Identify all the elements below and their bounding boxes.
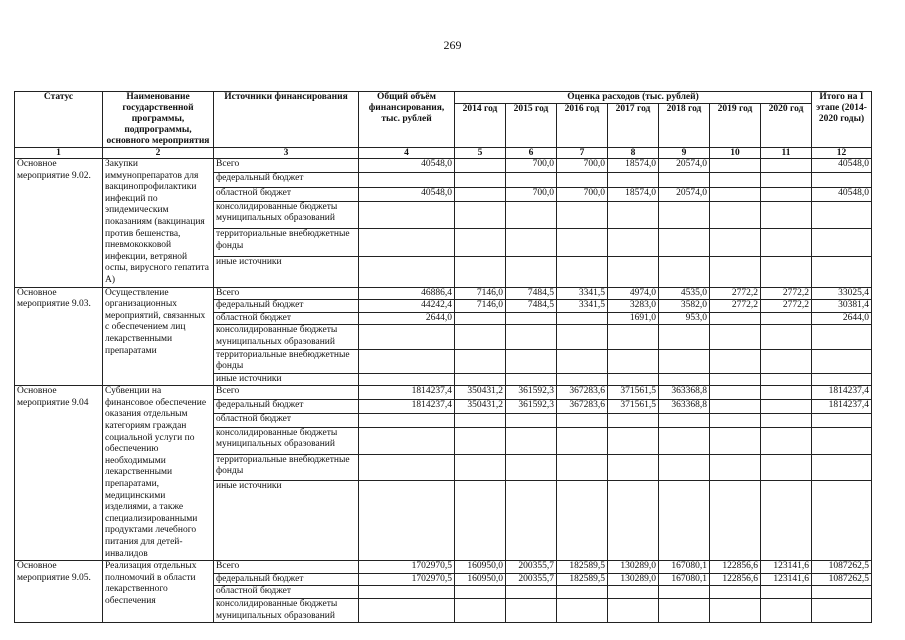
column-number: 7 (557, 148, 608, 159)
amount-cell (710, 173, 761, 187)
amount-cell (359, 349, 455, 373)
amount-cell: 350431,2 (455, 400, 506, 414)
funding-source-cell: консолидированные бюджеты муниципальных образований (214, 598, 359, 622)
amount-cell (710, 201, 761, 228)
amount-cell (608, 414, 659, 428)
amount-cell (506, 586, 557, 599)
amount-cell (710, 414, 761, 428)
amount-cell (359, 373, 455, 386)
amount-cell: 361592,3 (506, 400, 557, 414)
status-cell: Основное мероприятие 9.02. (15, 159, 103, 288)
amount-cell (812, 481, 872, 561)
amount-cell (608, 325, 659, 349)
amount-cell (659, 414, 710, 428)
amount-cell: 371561,5 (608, 400, 659, 414)
amount-cell (455, 454, 506, 481)
amount-cell (812, 454, 872, 481)
amount-cell (710, 386, 761, 400)
amount-cell (359, 256, 455, 287)
amount-cell (710, 256, 761, 287)
amount-cell: 122856,6 (710, 561, 761, 574)
amount-cell (761, 414, 812, 428)
measure-name-cell: Субвенции на финансовое обеспечение оказания отдельным категориям граждан социальной услуги по обеспечению необходимыми лекарственными препаратами, медицинскими изделиями, а также специализированными продуктами лечебного питания для детей-инвалидов (103, 386, 214, 561)
amount-cell (812, 373, 872, 386)
amount-cell: 200355,7 (506, 573, 557, 586)
amount-cell: 160950,0 (455, 573, 506, 586)
amount-cell: 1087262,5 (812, 573, 872, 586)
amount-cell: 200355,7 (506, 561, 557, 574)
amount-cell (710, 349, 761, 373)
amount-cell (812, 586, 872, 599)
header-sources: Источники финансирования (214, 92, 359, 148)
column-number: 10 (710, 148, 761, 159)
amount-cell (761, 427, 812, 454)
amount-cell (812, 229, 872, 256)
funding-source-cell: федеральный бюджет (214, 173, 359, 187)
amount-cell (608, 173, 659, 187)
funding-source-cell: консолидированные бюджеты муниципальных образований (214, 201, 359, 228)
amount-cell: 4974,0 (608, 287, 659, 300)
amount-cell (557, 454, 608, 481)
measure-name-cell: Реализация отдельных полномочий в области лекарственного обеспечения (103, 561, 214, 623)
amount-cell: 367283,6 (557, 400, 608, 414)
amount-cell (710, 187, 761, 201)
header-year: 2014 год (455, 104, 506, 148)
amount-cell (710, 427, 761, 454)
header-total: Общий объём финансирования, тыс. рублей (359, 92, 455, 148)
amount-cell: 3341,5 (557, 300, 608, 313)
amount-cell (506, 201, 557, 228)
amount-cell: 40548,0 (359, 187, 455, 201)
amount-cell: 1814237,4 (812, 400, 872, 414)
amount-cell (359, 201, 455, 228)
amount-cell (710, 400, 761, 414)
amount-cell (557, 173, 608, 187)
amount-cell (359, 229, 455, 256)
header-itog: Итого на I этапе (2014-2020 годы) (812, 92, 872, 148)
status-cell: Основное мероприятие 9.04 (15, 386, 103, 561)
amount-cell (659, 173, 710, 187)
funding-source-cell: федеральный бюджет (214, 400, 359, 414)
amount-cell (506, 373, 557, 386)
funding-source-cell: иные источники (214, 256, 359, 287)
amount-cell (812, 598, 872, 622)
column-number: 8 (608, 148, 659, 159)
status-cell: Основное мероприятие 9.05. (15, 561, 103, 623)
amount-cell: 30381,4 (812, 300, 872, 313)
amount-cell (659, 481, 710, 561)
funding-source-cell: иные источники (214, 373, 359, 386)
amount-cell (608, 229, 659, 256)
amount-cell (761, 187, 812, 201)
amount-cell (455, 173, 506, 187)
amount-cell: 953,0 (659, 312, 710, 325)
amount-cell (557, 312, 608, 325)
header-year: 2018 год (659, 104, 710, 148)
header-year: 2020 год (761, 104, 812, 148)
measure-name-cell: Закупки иммунопрепаратов для вакцинопрофилактики инфекций по эпидемическим показаниям (вакцинация против бешенства, пневмококковой инфекции, ветряной оспы, вирусного гепатита А) (103, 159, 214, 288)
funding-source-cell: консолидированные бюджеты муниципальных образований (214, 427, 359, 454)
amount-cell: 4535,0 (659, 287, 710, 300)
amount-cell (506, 481, 557, 561)
amount-cell (506, 173, 557, 187)
amount-cell: 182589,5 (557, 573, 608, 586)
amount-cell: 123141,6 (761, 573, 812, 586)
funding-source-cell: иные источники (214, 481, 359, 561)
column-number: 4 (359, 148, 455, 159)
amount-cell: 2772,2 (710, 300, 761, 313)
amount-cell (506, 256, 557, 287)
amount-cell (761, 598, 812, 622)
amount-cell (557, 427, 608, 454)
funding-source-cell: областной бюджет (214, 312, 359, 325)
amount-cell: 33025,4 (812, 287, 872, 300)
funding-source-cell: Всего (214, 561, 359, 574)
amount-cell (506, 414, 557, 428)
amount-cell (710, 454, 761, 481)
amount-cell: 18574,0 (608, 187, 659, 201)
column-number: 3 (214, 148, 359, 159)
amount-cell (455, 373, 506, 386)
funding-source-cell: областной бюджет (214, 586, 359, 599)
amount-cell (359, 598, 455, 622)
amount-cell (608, 454, 659, 481)
funding-source-cell: территориальные внебюджетные фонды (214, 229, 359, 256)
amount-cell (812, 427, 872, 454)
amount-cell (506, 598, 557, 622)
amount-cell (761, 201, 812, 228)
amount-cell: 1691,0 (608, 312, 659, 325)
amount-cell (659, 229, 710, 256)
amount-cell: 40548,0 (812, 187, 872, 201)
amount-cell (506, 229, 557, 256)
amount-cell (761, 173, 812, 187)
status-cell: Основное мероприятие 9.03. (15, 287, 103, 386)
amount-cell: 700,0 (506, 159, 557, 173)
amount-cell (761, 312, 812, 325)
amount-cell: 1702970,5 (359, 561, 455, 574)
column-number-row (15, 148, 872, 159)
amount-cell (761, 229, 812, 256)
amount-cell: 2772,2 (710, 287, 761, 300)
funding-source-cell: федеральный бюджет (214, 300, 359, 313)
table-header (15, 92, 872, 148)
amount-cell (557, 414, 608, 428)
header-year: 2015 год (506, 104, 557, 148)
amount-cell: 2772,2 (761, 300, 812, 313)
header-status: Статус (15, 92, 103, 148)
amount-cell: 3341,5 (557, 287, 608, 300)
amount-cell (557, 325, 608, 349)
header-year: 2016 год (557, 104, 608, 148)
amount-cell (455, 414, 506, 428)
funding-source-cell: территориальные внебюджетные фонды (214, 454, 359, 481)
amount-cell (659, 454, 710, 481)
amount-cell (455, 586, 506, 599)
amount-cell (557, 598, 608, 622)
amount-cell (608, 373, 659, 386)
amount-cell (761, 586, 812, 599)
amount-cell (608, 349, 659, 373)
table-row (15, 386, 872, 400)
amount-cell (557, 481, 608, 561)
amount-cell (761, 159, 812, 173)
column-number: 9 (659, 148, 710, 159)
amount-cell: 7484,5 (506, 287, 557, 300)
funding-source-cell: Всего (214, 287, 359, 300)
amount-cell: 7146,0 (455, 287, 506, 300)
header-estimate: Оценка расходов (тыс. рублей) (455, 92, 812, 104)
amount-cell (455, 256, 506, 287)
column-number: 11 (761, 148, 812, 159)
amount-cell (608, 427, 659, 454)
amount-cell (710, 312, 761, 325)
column-number: 5 (455, 148, 506, 159)
amount-cell (557, 201, 608, 228)
amount-cell (608, 201, 659, 228)
amount-cell (506, 349, 557, 373)
amount-cell (608, 256, 659, 287)
amount-cell: 3283,0 (608, 300, 659, 313)
amount-cell: 700,0 (506, 187, 557, 201)
column-number: 2 (103, 148, 214, 159)
funding-source-cell: территориальные внебюджетные фонды (214, 349, 359, 373)
amount-cell (710, 325, 761, 349)
amount-cell: 20574,0 (659, 187, 710, 201)
amount-cell: 2644,0 (812, 312, 872, 325)
amount-cell (659, 349, 710, 373)
amount-cell (812, 173, 872, 187)
amount-cell: 350431,2 (455, 386, 506, 400)
amount-cell: 44242,4 (359, 300, 455, 313)
page-number: 269 (443, 38, 462, 52)
amount-cell (812, 414, 872, 428)
amount-cell (506, 312, 557, 325)
amount-cell (455, 427, 506, 454)
amount-cell (608, 586, 659, 599)
amount-cell (455, 159, 506, 173)
amount-cell (761, 373, 812, 386)
amount-cell (710, 159, 761, 173)
amount-cell (359, 454, 455, 481)
amount-cell: 122856,6 (710, 573, 761, 586)
amount-cell (659, 201, 710, 228)
amount-cell: 700,0 (557, 187, 608, 201)
amount-cell (812, 256, 872, 287)
amount-cell (659, 586, 710, 599)
amount-cell: 367283,6 (557, 386, 608, 400)
header-year: 2019 год (710, 104, 761, 148)
funding-source-cell: федеральный бюджет (214, 573, 359, 586)
amount-cell (557, 586, 608, 599)
table-row (15, 287, 872, 300)
column-number: 6 (506, 148, 557, 159)
amount-cell (506, 427, 557, 454)
column-number: 12 (812, 148, 872, 159)
table-row (15, 561, 872, 574)
amount-cell (761, 400, 812, 414)
amount-cell: 2772,2 (761, 287, 812, 300)
amount-cell (710, 586, 761, 599)
measure-name-cell: Осуществление организационных мероприятий, связанных с обеспечением лиц лекарственными препаратами (103, 287, 214, 386)
amount-cell: 130289,0 (608, 561, 659, 574)
amount-cell (557, 229, 608, 256)
amount-cell (659, 373, 710, 386)
amount-cell (455, 349, 506, 373)
amount-cell: 363368,8 (659, 386, 710, 400)
amount-cell (557, 373, 608, 386)
amount-cell (455, 312, 506, 325)
amount-cell (710, 373, 761, 386)
table-row (15, 159, 872, 173)
amount-cell: 1087262,5 (812, 561, 872, 574)
amount-cell: 123141,6 (761, 561, 812, 574)
amount-cell (710, 229, 761, 256)
amount-cell (455, 201, 506, 228)
amount-cell: 361592,3 (506, 386, 557, 400)
amount-cell: 1814237,4 (359, 400, 455, 414)
funding-source-cell: областной бюджет (214, 414, 359, 428)
amount-cell (812, 349, 872, 373)
budget-table (14, 91, 872, 623)
amount-cell (506, 325, 557, 349)
amount-cell: 18574,0 (608, 159, 659, 173)
amount-cell (761, 349, 812, 373)
amount-cell (761, 256, 812, 287)
amount-cell: 130289,0 (608, 573, 659, 586)
amount-cell: 371561,5 (608, 386, 659, 400)
amount-cell (359, 173, 455, 187)
funding-source-cell: консолидированные бюджеты муниципальных образований (214, 325, 359, 349)
budget-table-wrapper (14, 91, 871, 623)
funding-source-cell: Всего (214, 386, 359, 400)
amount-cell (359, 586, 455, 599)
amount-cell (812, 201, 872, 228)
amount-cell (557, 349, 608, 373)
amount-cell (455, 187, 506, 201)
amount-cell (761, 386, 812, 400)
amount-cell: 182589,5 (557, 561, 608, 574)
amount-cell: 1814237,4 (359, 386, 455, 400)
amount-cell: 40548,0 (812, 159, 872, 173)
amount-cell (659, 325, 710, 349)
amount-cell (761, 325, 812, 349)
amount-cell (659, 256, 710, 287)
amount-cell (455, 598, 506, 622)
table-body (15, 148, 872, 623)
header-name: Наименование государственной программы, подпрограммы, основного мероприятия (103, 92, 214, 148)
amount-cell (608, 481, 659, 561)
amount-cell: 700,0 (557, 159, 608, 173)
amount-cell: 3582,0 (659, 300, 710, 313)
amount-cell: 40548,0 (359, 159, 455, 173)
amount-cell (710, 598, 761, 622)
amount-cell (761, 481, 812, 561)
amount-cell (506, 454, 557, 481)
amount-cell: 1702970,5 (359, 573, 455, 586)
amount-cell (710, 481, 761, 561)
amount-cell: 363368,8 (659, 400, 710, 414)
amount-cell: 46886,4 (359, 287, 455, 300)
amount-cell: 2644,0 (359, 312, 455, 325)
amount-cell (557, 256, 608, 287)
amount-cell (812, 325, 872, 349)
amount-cell (761, 454, 812, 481)
amount-cell: 1814237,4 (812, 386, 872, 400)
amount-cell (359, 325, 455, 349)
amount-cell: 167080,1 (659, 561, 710, 574)
amount-cell (455, 481, 506, 561)
amount-cell: 167080,1 (659, 573, 710, 586)
column-number: 1 (15, 148, 103, 159)
amount-cell (455, 229, 506, 256)
amount-cell (659, 427, 710, 454)
header-year: 2017 год (608, 104, 659, 148)
funding-source-cell: Всего (214, 159, 359, 173)
amount-cell (659, 598, 710, 622)
amount-cell (359, 427, 455, 454)
amount-cell: 7146,0 (455, 300, 506, 313)
amount-cell: 7484,5 (506, 300, 557, 313)
amount-cell (359, 481, 455, 561)
amount-cell: 20574,0 (659, 159, 710, 173)
amount-cell (608, 598, 659, 622)
funding-source-cell: областной бюджет (214, 187, 359, 201)
amount-cell (455, 325, 506, 349)
amount-cell: 160950,0 (455, 561, 506, 574)
amount-cell (359, 414, 455, 428)
